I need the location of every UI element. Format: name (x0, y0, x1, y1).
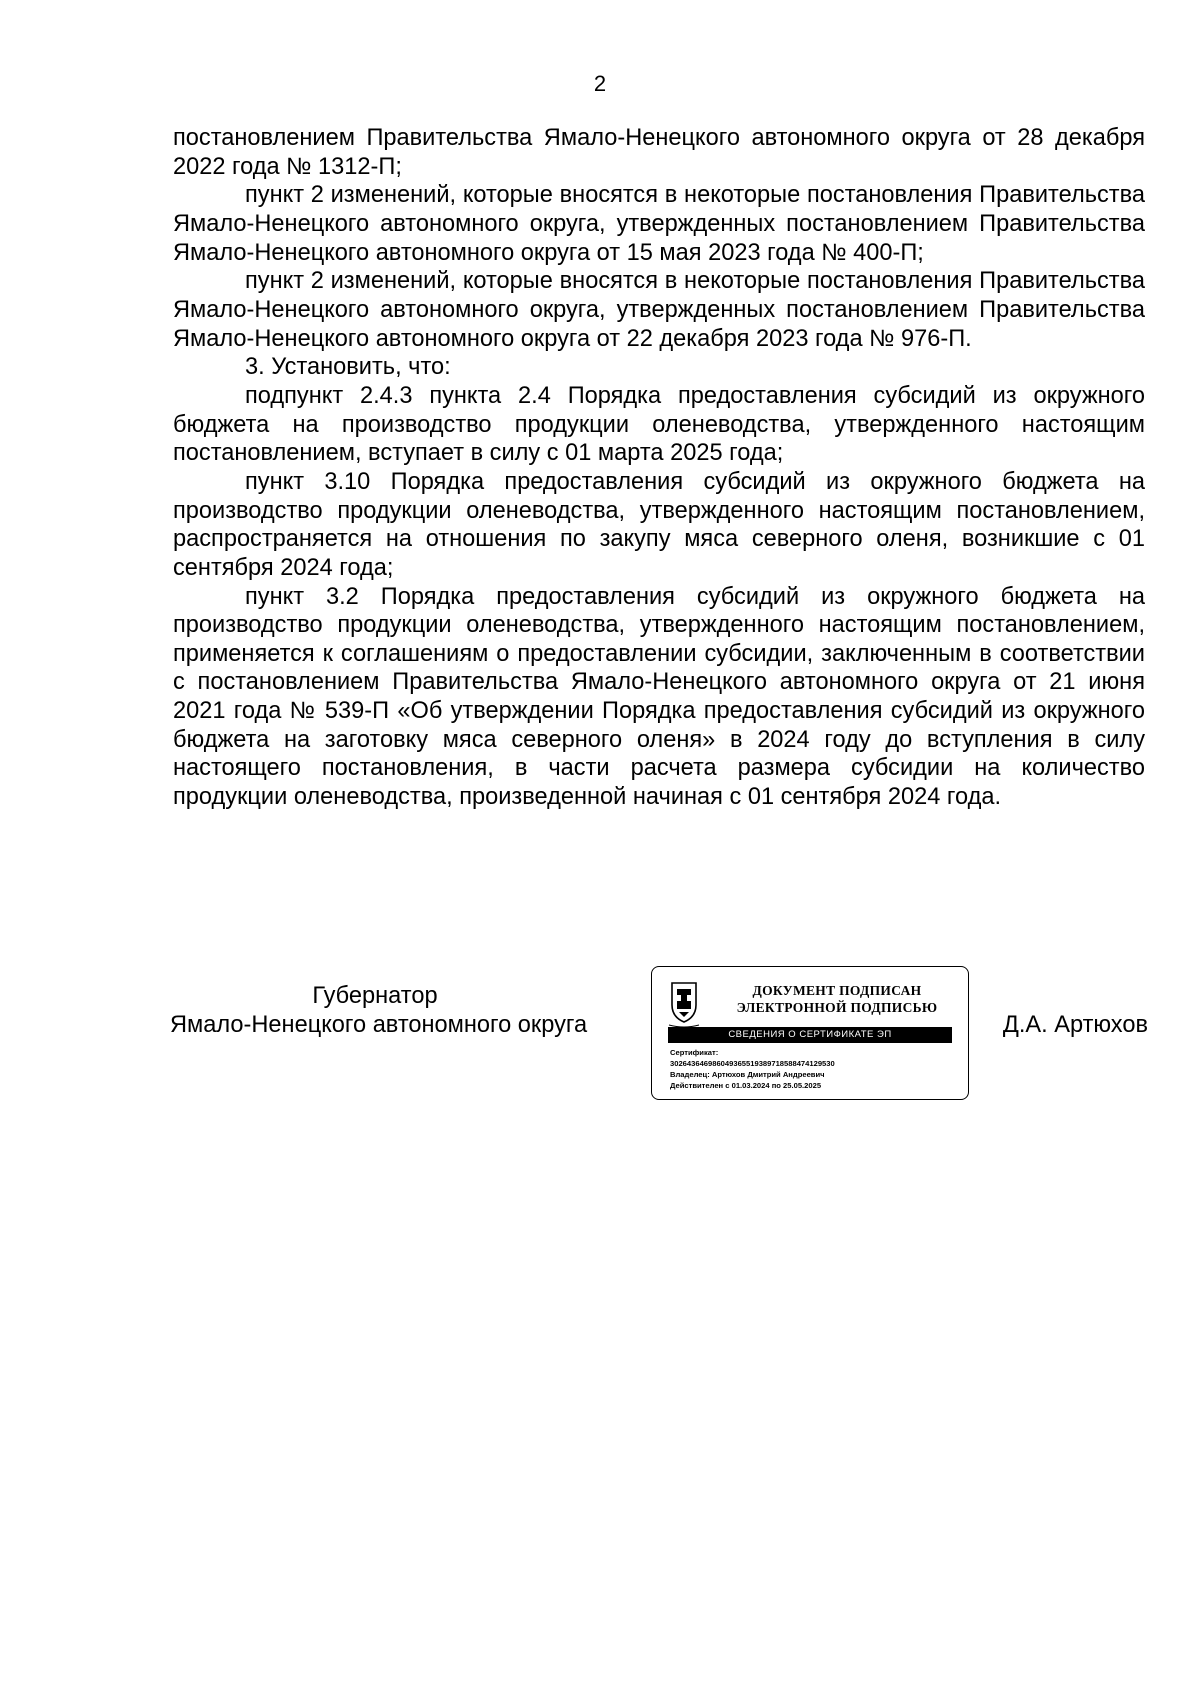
stamp-title (714, 982, 960, 1016)
certificate-number: 302643646986049365519389718588474129530 (670, 1059, 835, 1068)
certificate-label: Сертификат: (670, 1048, 719, 1057)
certificate-validity: Действителен с 01.03.2024 по 25.05.2025 (670, 1081, 822, 1090)
paragraph: пункт 2 изменений, которые вносятся в некоторые постановления Правительства Ямало-Ненецкого автономного округа, утвержденных постановлением Правительства Ямало-Ненецкого автономного округа от 22 декабря 2023 года № 976-П. (173, 268, 1145, 352)
paragraph: пункт 3.2 Порядка предоставления субсидий из окружного бюджета на производство продукции оленеводства, утвержденного настоящим постановлением, применяется к соглашениям о предоставлении субсидии, заключенным в соответствии с постановлением Правительства Ямало-Ненецкого автономного округа от 21 июня 2021 года № 539-П «Об утверждении Порядка предоставления субсидий из окружного бюджета на заготовку мяса северного оленя» в 2024 году до вступления в силу настоящего постановления, в части расчета размера субсидии на количество продукции оленеводства, произведенной начиная с 01 сентября 2024 года. (173, 583, 1145, 811)
certificate-owner: Владелец: Артюхов Дмитрий Андреевич (670, 1070, 825, 1079)
paragraph: 3. Установить, что: (245, 354, 451, 381)
page-number: 2 (593, 71, 607, 96)
coat-of-arms-icon (666, 979, 702, 1029)
certificate-details (670, 1047, 960, 1091)
paragraph: пункт 3.10 Порядка предоставления субсидий из окружного бюджета на производство продукции оленеводства, утвержденного настоящим постановлением, распространяется на отношения по закупу мяса северного оленя, возникшие с 01 сентября 2024 года; (173, 468, 1145, 581)
electronic-signature-stamp (651, 966, 969, 1100)
paragraph: постановлением Правительства Ямало-Ненецкого автономного округа от 28 декабря 2022 года № 1312-П; (173, 125, 1145, 180)
signatory-name: Д.А. Артюхов (1002, 1012, 1148, 1038)
certificate-info-bar: СВЕДЕНИЯ О СЕРТИФИКАТЕ ЭП (668, 1027, 952, 1043)
stamp-title-line: ЭЛЕКТРОННОЙ ПОДПИСЬЮ (736, 1000, 938, 1015)
paragraph: пункт 2 изменений, которые вносятся в некоторые постановления Правительства Ямало-Ненецкого автономного округа, утвержденных постановлением Правительства Ямало-Ненецкого автономного округа от 15 мая 2023 года № 400-П; (173, 182, 1145, 266)
stamp-title-line: ДОКУМЕНТ ПОДПИСАН (752, 983, 922, 998)
signatory-region: Ямало-Ненецкого автономного округа (170, 1011, 588, 1038)
paragraph: подпункт 2.4.3 пункта 2.4 Порядка предоставления субсидий из окружного бюджета на производство продукции оленеводства, утвержденного настоящим постановлением, вступает в силу с 01 марта 2025 года; (173, 382, 1145, 467)
document-body (173, 124, 1145, 812)
signatory-position (170, 982, 640, 1039)
signatory-title: Губернатор (312, 983, 438, 1009)
